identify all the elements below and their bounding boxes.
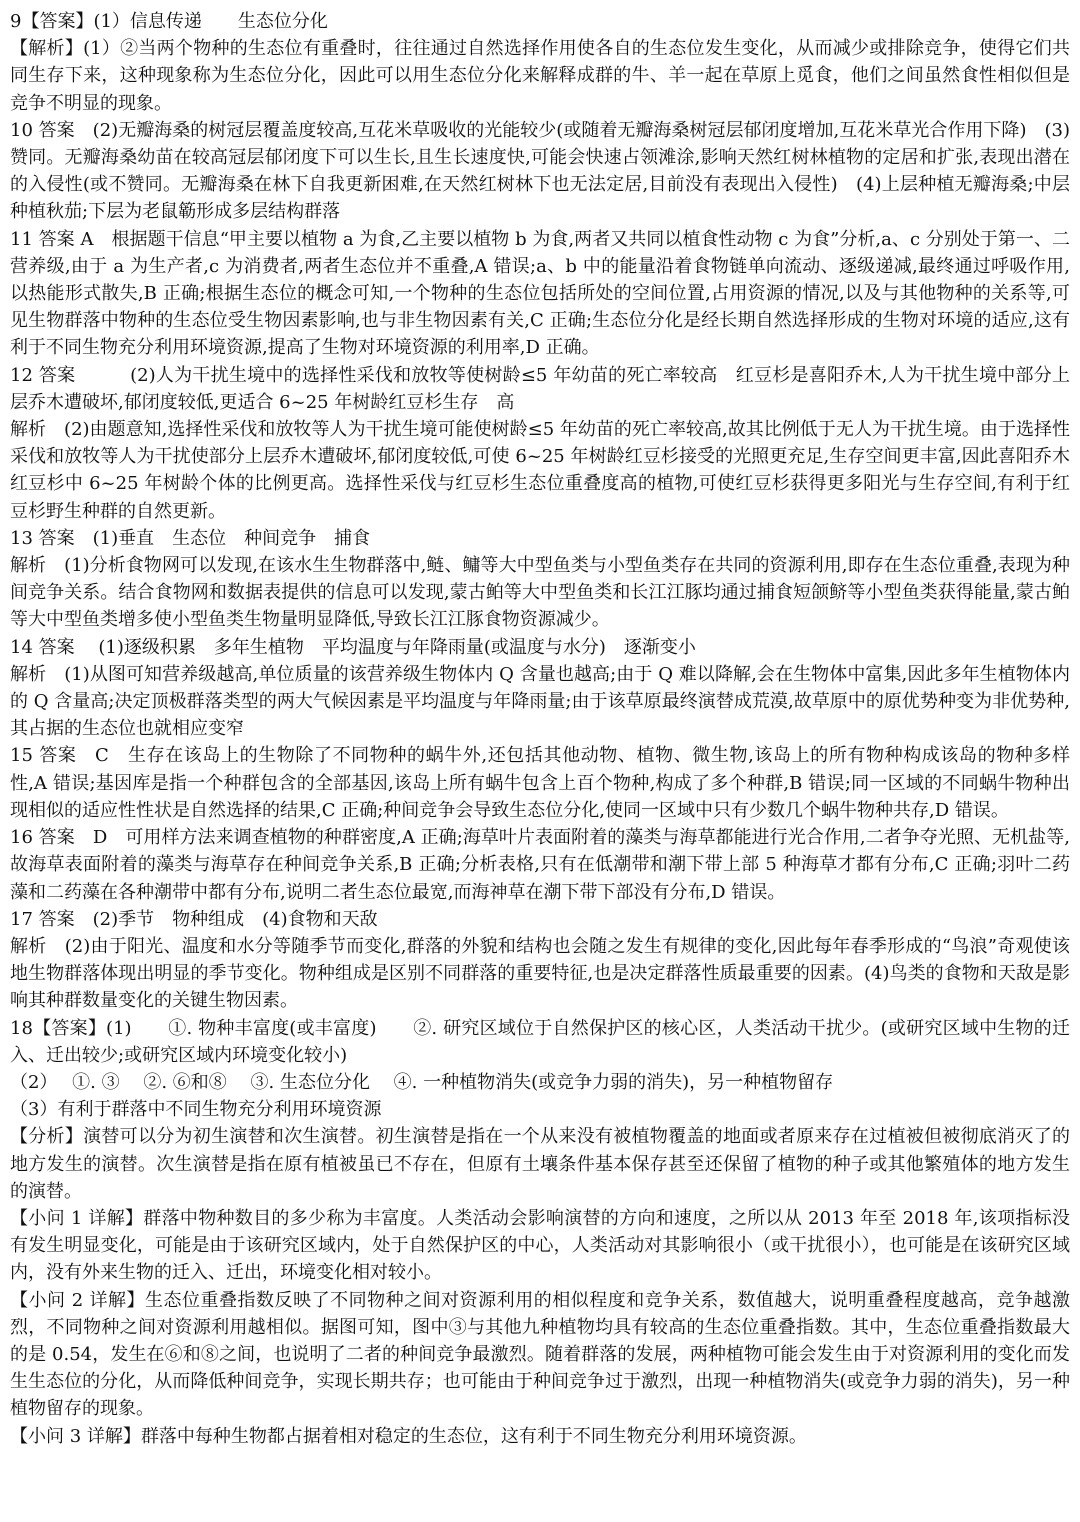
answer-9-analysis: 【解析】(1）②当两个物种的生态位有重叠时，往往通过自然选择作用使各自的生态位发生变化，从而减少或排除竞争，使得它们共同生存下来，这种现象称为生态位分化，因此可以用生态位分化来解释成群的牛、羊一起在草原上觅食，他们之间虽然食性相似但是竞争不明显的现象。 bbox=[10, 38, 1070, 114]
answer-11: 11 答案 A 根据题干信息“甲主要以植物 a 为食,乙主要以植物 b 为食,两者又共同以植食性动物 c 为食”分析,a、c 分别处于第一、二营养级,由于 a 为生产者,c 为消费者,两者生态位并不重叠,A 错误;a、b 中的能量沿着食物链单向流动、逐级递减,最终通过呼吸作用,以热能形式散失,B 正确;根据生态位的概念可知,一个物种的生态位包括所处的空间位置,占用资源的情况,以及与其他物种的关系等,可见生物群落中物种的生态位受生物因素影响,也与非生物因素有关,C 正确;生态位分化是经长期自然选择形成的生物对环境的适应,这有利于不同生物充分利用环境资源,提高了生物对环境资源的利用率,D 正确。 bbox=[10, 228, 1070, 359]
answer-13-heading: 13 答案 (1)垂直 生态位 种间竞争 捕食 bbox=[10, 527, 371, 549]
answer-15: 15 答案 C 生存在该岛上的生物除了不同物种的蜗牛外,还包括其他动物、植物、微生物,该岛上的所有物种构成该岛的物种多样性,A 错误;基因库是指一个种群包含的全部基因,该岛上所有蜗牛包含上百个物种,构成了多个种群,B 错误;同一区域的不同蜗牛物种出现相似的适应性性状是自然选择的结果,C 正确;种间竞争会导致生态位分化,使同一区域中只有少数几个蜗牛物种共存,D 错误。 bbox=[10, 745, 1070, 821]
answer-17-analysis: 解析 (2)由于阳光、温度和水分等随季节而变化,群落的外貌和结构也会随之发生有规律的变化,因此每年春季形成的“鸟浪”奇观使该地生物群落体现出明显的季节变化。物种组成是区别不同群落的重要特征,也是决定群落性质最重要的因素。(4)鸟类的食物和天敌是影响其种群数量变化的关键生物因素。 bbox=[10, 935, 1070, 1012]
answer-9-heading: 9【答案】(1）信息传递 生态位分化 bbox=[10, 11, 328, 32]
answer-10: 10 答案 (2)无瓣海桑的树冠层覆盖度较高,互花米草吸收的光能较少(或随着无瓣海桑树冠层郁闭度增加,互花米草光合作用下降) (3)赞同。无瓣海桑幼苗在较高冠层郁闭度下可以生长,且生长速度快,可能会快速占领滩涂,影响天然红树林植物的定居和扩张,表现出潜在的入侵性(或不赞同。无瓣海桑在林下自我更新困难,在天然红树林下也无法定居,目前没有表现出入侵性) (4)上层种植无瓣海桑;中层种植秋茄;下层为老鼠簕形成多层结构群落 bbox=[10, 119, 1070, 223]
answer-17-heading: 17 答案 (2)季节 物种组成 (4)食物和天敌 bbox=[10, 908, 378, 930]
answer-16: 16 答案 D 可用样方法来调查植物的种群密度,A 正确;海草叶片表面附着的藻类与海草都能进行光合作用,二者争夺光照、无机盐等,故海草表面附着的藻类与海草存在种间竞争关系,B 正确;分析表格,只有在低潮带和潮下带上部 5 种海草才都有分布,C 正确;羽叶二药藻和二药藻在各种潮带中都有分布,说明二者生态位最宽,而海神草在潮下带下部没有分布,D 错误。 bbox=[10, 827, 1070, 903]
answer-18-detail-3: 【小问 3 详解】群落中每种生物都占据着相对稳定的生态位，这有利于不同生物充分利用环境资源。 bbox=[10, 1425, 807, 1447]
answer-18-part-3: （3）有利于群落中不同生物充分利用环境资源 bbox=[10, 1099, 382, 1121]
answer-12-heading: 12 答案 (2)人为干扰生境中的选择性采伐和放牧等使树龄≤5 年幼苗的死亡率较高 红豆杉是喜阳乔木,人为干扰生境中部分上层乔木遭破坏,郁闭度较低,更适合 6~25 年树龄红豆杉生存 高 bbox=[10, 364, 1070, 413]
answer-14-heading: 14 答案 (1)逐级积累 多年生植物 平均温度与年降雨量(或温度与水分) 逐渐变小 bbox=[10, 636, 696, 658]
answer-18-analysis: 【分析】演替可以分为初生演替和次生演替。初生演替是指在一个从来没有被植物覆盖的地面或者原来存在过植被但被彻底消灭了的地方发生的演替。次生演替是指在原有植被虽已不存在，但原有土壤条件基本保存甚至还保留了植物的种子或其他繁殖体的地方发生的演替。 bbox=[10, 1126, 1070, 1202]
answer-14-analysis: 解析 (1)从图可知营养级越高,单位质量的该营养级生物体内 Q 含量也越高;由于 Q 难以降解,会在生物体中富集,因此多年生植物体内的 Q 含量高;决定顶极群落类型的两大气候因素是平均温度与年降雨量;由于该草原最终演替成荒漠,故草原中的原优势种变为非优势种,其占据的生态位也就相应变窄 bbox=[10, 663, 1070, 740]
answer-18-detail-1: 【小问 1 详解】群落中物种数目的多少称为丰富度。人类活动会影响演替的方向和速度，之所以从 2013 年至 2018 年,该项指标没有发生明显变化，可能是由于该研究区域内，处于自然保护区的中心，人类活动对其影响很小（或干扰很小），也可能是在该研究区域内，没有外来生物的迁入、迁出，环境变化相对较小。 bbox=[10, 1207, 1070, 1284]
answer-18-part-1: 18【答案】(1) ①. 物种丰富度(或丰富度) ②. 研究区域位于自然保护区的核心区，人类活动干扰少。(或研究区域中生物的迁入、迁出较少;或研究区域内环境变化较小) bbox=[10, 1017, 1070, 1066]
answer-13-analysis: 解析 (1)分析食物网可以发现,在该水生生物群落中,鲢、鳙等大中型鱼类与小型鱼类存在共同的资源利用,即存在生态位重叠,表现为种间竞争关系。结合食物网和数据表提供的信息可以发现,蒙古鲌等大中型鱼类和长江江豚均通过捕食短颌鲚等小型鱼类获得能量,蒙古鲌等大中型鱼类增多使小型鱼类生物量明显降低,导致长江江豚食物资源减少。 bbox=[10, 555, 1070, 631]
answer-18-part-2: （2） ①. ③ ②. ⑥和⑧ ③. 生态位分化 ④. 一种植物消失(或竞争力弱的消失)，另一种植物留存 bbox=[10, 1071, 834, 1093]
answer-18-detail-2: 【小问 2 详解】生态位重叠指数反映了不同物种之间对资源利用的相似程度和竞争关系，数值越大，说明重叠程度越高，竞争越激烈，不同物种之间对资源利用越相似。据图可知，图中③与其他九种植物均具有较高的生态位重叠指数。其中，生态位重叠指数最大的是 0.54，发生在⑥和⑧之间，也说明了二者的种间竞争最激烈。随着群落的发展，两种植物可能会发生由于对资源利用的变化而发生生态位的分化，从而降低种间竞争，实现长期共存；也可能由于种间竞争过于激烈，出现一种植物消失(或竞争力弱的消失)，另一种植物留存的现象。 bbox=[10, 1289, 1070, 1420]
answer-12-analysis: 解析 (2)由题意知,选择性采伐和放牧等人为干扰生境可能使树龄≤5 年幼苗的死亡率较高,故其比例低于无人为干扰生境。由于选择性采伐和放牧等人为干扰使部分上层乔木遭破坏,郁闭度较低,可使 6~25 年树龄红豆杉接受的光照更充足,生存空间更丰富,因此喜阳乔木红豆杉中 6~25 年树龄个体的比例更高。选择性采伐与红豆杉生态位重叠度高的植物,可使红豆杉获得更多阳光与生存空间,有利于红豆杉野生种群的自然更新。 bbox=[10, 419, 1070, 522]
